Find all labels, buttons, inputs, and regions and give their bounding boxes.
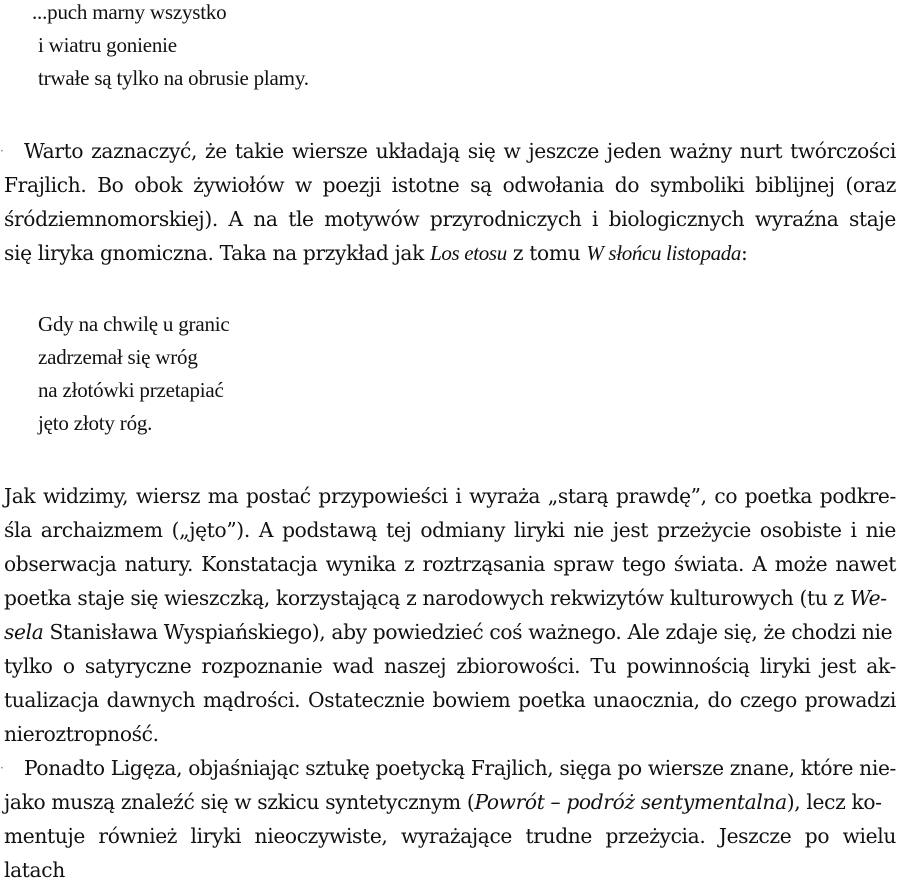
text-segment: : [741, 241, 748, 265]
text-segment: poetka staje się wieszczką, korzystającą z narodowych rekwizytów kulturowych (tu z [4, 586, 850, 610]
work-title: Los etosu [430, 241, 507, 265]
text-line: mentuje również liryki nieoczywiste, wyrażające trudne przeżycia. Jeszcze po wielu latach [4, 824, 896, 882]
work-title: W słońcu listopada [586, 241, 742, 265]
text-segment: jako muszą znaleźć się w szkicu syntetycznym ( [4, 790, 475, 814]
poem-quote-1 [32, 0, 309, 95]
text-line: Frajlich. Bo obok żywiołów w poezji istotne są odwołania do symboliki biblijnej (oraz [4, 173, 896, 197]
text-line [4, 785, 896, 819]
paragraph-2 [4, 479, 896, 751]
text-segment: się liryka gnomiczna. Taka na przykład jak [4, 241, 431, 265]
poem-line: jęto złoty róg. [38, 411, 153, 435]
text-line: tylko o satyryczne rozpoznanie wad naszej zbiorowości. Tu powinnością liryki jest ak- [4, 654, 896, 678]
text-line [4, 236, 896, 270]
paragraph-1 [0, 134, 896, 270]
text-line: śla archaizmem („jęto”). A podstawą tej odmiany liryki nie jest przeżycie osobiste i nie [4, 518, 896, 542]
poem-quote-2 [38, 308, 230, 440]
text-line: Ponadto Ligęza, objaśniając sztukę poetycką Frajlich, sięga po wiersze znane, które nie- [24, 756, 897, 780]
work-title: We- [849, 586, 887, 610]
poem-line: trwałe są tylko na obrusie plamy. [38, 66, 309, 90]
text-segment: Stanisława Wyspiańskiego), aby powiedzieć coś ważnego. Ale zdaje się, że chodzi nie [43, 620, 893, 644]
poem-line: na złotówki przetapiać [38, 378, 224, 402]
poem-line: ...puch marny wszystko [32, 0, 227, 24]
text-line: Jak widzimy, wiersz ma postać przypowieści i wyraża „starą prawdę”, co poetka podkre- [4, 484, 896, 508]
text-segment: ), lecz ko- [786, 790, 882, 814]
text-segment: z tomu [506, 241, 587, 265]
poem-line: i wiatru gonienie [38, 33, 177, 57]
poem-line: zadrzemał się wróg [38, 345, 198, 369]
text-line: śródziemnomorskiej). A na tle motywów przyrodniczych i biologicznych wyraźna staje [4, 207, 896, 231]
paragraph-indent-mark: · [0, 144, 4, 158]
text-line [4, 581, 896, 615]
work-title: sela [4, 620, 44, 644]
text-line: obserwacja natury. Konstatacja wynika z roztrząsania spraw tego świata. A może nawet [4, 552, 896, 576]
work-title: Powrót – podróż sentymentalna [474, 790, 787, 814]
paragraph-indent-mark: · [0, 761, 4, 775]
text-line [4, 615, 896, 649]
text-line: Warto zaznaczyć, że takie wiersze układają się w jeszcze jeden ważny nurt twórczości [24, 139, 896, 163]
text-line: nieroztropność. [4, 722, 159, 746]
poem-line: Gdy na chwilę u granic [38, 312, 230, 336]
text-line: tualizacja dawnych mądrości. Ostatecznie bowiem poetka unaocznia, do czego prowadzi [4, 688, 896, 712]
paragraph-3 [0, 751, 897, 882]
